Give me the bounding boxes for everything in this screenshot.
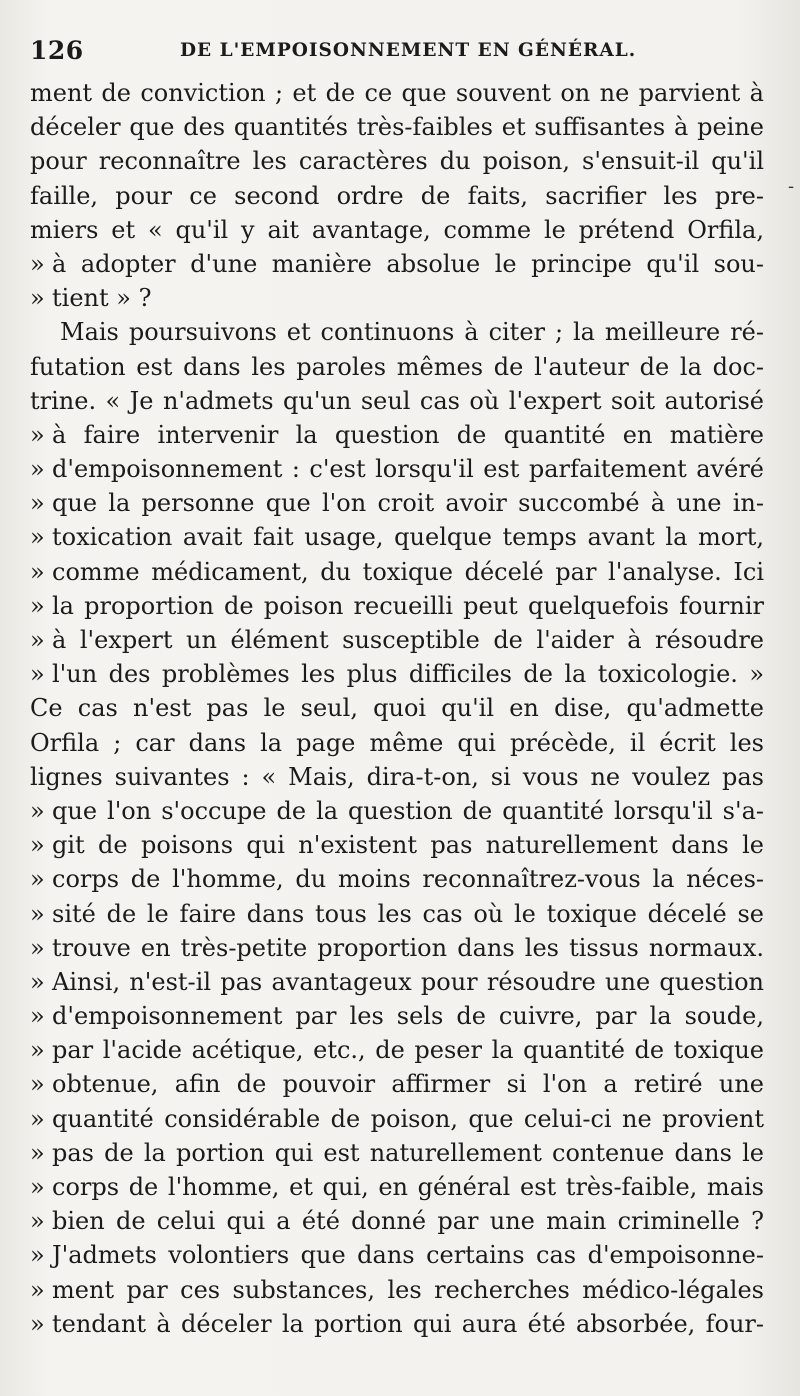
line-text: toxication avait fait usage, quelque temps avant la mort,: [52, 523, 764, 552]
quote-mark: »: [30, 557, 45, 586]
line-text: pour reconnaître les caractères du poison, s'ensuit-il qu'il: [30, 147, 764, 176]
text-line: [30, 350, 764, 384]
text-line: [30, 965, 764, 999]
text-line: [30, 110, 764, 144]
line-text: ment de conviction ; et de ce que souvent on ne parvient à: [30, 79, 764, 107]
line-text: à faire intervenir la question de quantité en matière: [52, 420, 764, 449]
text-line: [30, 657, 764, 691]
line-text: lignes suivantes : « Mais, dira-t-on, si vous ne voulez pas: [30, 762, 764, 791]
quote-mark: »: [30, 1173, 45, 1201]
text-line: [30, 828, 764, 862]
margin-mark: -: [788, 176, 795, 197]
line-text: ment par ces substances, les recherches médico-légales: [52, 1275, 764, 1304]
text-line: [30, 794, 764, 828]
line-text: trouve en très-petite proportion dans les tissus normaux.: [52, 933, 764, 962]
text-line: [30, 1307, 764, 1341]
quote-mark: »: [30, 1207, 45, 1236]
text-line: [30, 384, 764, 418]
line-text: quantité considérable de poison, que celui-ci ne provient: [52, 1104, 764, 1133]
line-text: comme médicament, du toxique décelé par l'analyse. Ici: [52, 557, 764, 586]
text-line: [30, 281, 764, 315]
line-text: git de poisons qui n'existent pas naturellement dans le: [52, 831, 764, 860]
quote-mark: »: [30, 1275, 45, 1304]
line-text: à adopter d'une manière absolue le principe qu'il sou-: [52, 249, 764, 278]
line-text: Mais poursuivons et continuons à citer ; la meilleure ré-: [60, 318, 764, 347]
quote-mark: »: [30, 1138, 45, 1167]
quote-mark: »: [30, 831, 45, 860]
line-text: déceler que des quantités très-faibles et suffisantes à peine: [30, 113, 764, 142]
line-text: corps de l'homme, du moins reconnaîtrez-vous la néces-: [52, 865, 764, 894]
text-line: [30, 486, 764, 520]
line-text: que la personne que l'on croit avoir succombé à une in-: [52, 489, 764, 518]
line-text: pas de la portion qui est naturellement contenue dans le: [52, 1138, 764, 1167]
line-text: l'un des problèmes les plus difficiles de la toxicologie. »: [52, 660, 764, 689]
text-line: [30, 1238, 764, 1272]
line-text: Ce cas n'est pas le seul, quoi qu'il en dise, qu'admette: [30, 694, 764, 723]
text-line: [30, 623, 764, 657]
line-text: J'admets volontiers que dans certains cas d'empoisonne-: [52, 1241, 764, 1270]
text-line: [30, 1067, 764, 1101]
quote-mark: »: [30, 489, 45, 518]
page-header: [30, 36, 770, 76]
quote-mark: »: [30, 967, 45, 996]
line-text: tient » ?: [52, 284, 152, 313]
quote-mark: »: [30, 796, 45, 825]
quote-mark: »: [30, 284, 45, 313]
line-text: faille, pour ce second ordre de faits, sacrifier les pre-: [30, 181, 764, 210]
page-number: 126: [30, 36, 84, 65]
text-line: [30, 452, 764, 486]
body-text: [30, 76, 764, 1341]
text-line: [30, 418, 764, 452]
line-text: futation est dans les paroles mêmes de l'auteur de la doc-: [30, 352, 764, 381]
line-text: la proportion de poison recueilli peut quelquefois fournir: [52, 591, 764, 620]
quote-mark: »: [30, 1309, 45, 1338]
quote-mark: »: [30, 1070, 45, 1099]
text-line: [30, 76, 764, 110]
quote-mark: »: [30, 660, 45, 689]
text-line: [30, 247, 764, 281]
quote-mark: »: [30, 1241, 45, 1270]
quote-mark: »: [30, 626, 45, 654]
quote-mark: »: [30, 1036, 45, 1065]
quote-mark: »: [30, 455, 45, 484]
line-text: miers et « qu'il y ait avantage, comme le prétend Orfila,: [30, 215, 764, 244]
line-text: bien de celui qui a été donné par une main criminelle ?: [52, 1207, 764, 1236]
text-line: [30, 999, 764, 1033]
quote-mark: »: [30, 523, 45, 552]
text-line: [30, 520, 764, 554]
text-line: [30, 589, 764, 623]
text-line: [30, 1033, 764, 1067]
quote-mark: »: [30, 1104, 45, 1133]
text-line: [30, 760, 764, 794]
line-text: d'empoisonnement par les sels de cuivre, par la soude,: [52, 1002, 764, 1031]
line-text: à l'expert un élément susceptible de l'aider à résoudre: [52, 626, 764, 654]
line-text: sité de le faire dans tous les cas où le toxique décelé se: [52, 899, 764, 928]
quote-mark: »: [30, 865, 45, 894]
line-text: trine. « Je n'admets qu'un seul cas où l'expert soit autorisé: [30, 386, 764, 415]
line-text: obtenue, afin de pouvoir affirmer si l'on a retiré une: [52, 1070, 764, 1099]
text-line: [30, 555, 764, 589]
quote-mark: »: [30, 420, 45, 449]
line-text: par l'acide acétique, etc., de peser la quantité de toxique: [52, 1036, 764, 1065]
text-line: [30, 931, 764, 965]
quote-mark: »: [30, 933, 45, 962]
text-line: [30, 1273, 764, 1307]
text-line: [30, 691, 764, 725]
running-head: DE L'EMPOISONNEMENT EN GÉNÉRAL.: [180, 40, 637, 61]
line-text: corps de l'homme, et qui, en général est très-faible, mais: [52, 1173, 764, 1201]
text-line: [30, 897, 764, 931]
line-text: tendant à déceler la portion qui aura été absorbée, four-: [52, 1309, 764, 1338]
text-line: [30, 1102, 764, 1136]
text-line: [30, 315, 764, 349]
quote-mark: »: [30, 249, 45, 278]
text-line: [30, 726, 764, 760]
line-text: d'empoisonnement : c'est lorsqu'il est parfaitement avéré: [52, 455, 764, 484]
text-line: [30, 1170, 764, 1204]
text-line: [30, 144, 764, 178]
line-text: que l'on s'occupe de la question de quantité lorsqu'il s'a-: [52, 796, 764, 825]
text-line: [30, 1136, 764, 1170]
line-text: Ainsi, n'est-il pas avantageux pour résoudre une question: [52, 967, 764, 996]
text-line: [30, 862, 764, 896]
line-text: Orfila ; car dans la page même qui précède, il écrit les: [30, 728, 764, 757]
quote-mark: »: [30, 591, 45, 620]
quote-mark: »: [30, 899, 45, 928]
text-line: [30, 213, 764, 247]
quote-mark: »: [30, 1002, 45, 1031]
text-line: [30, 179, 764, 213]
text-line: [30, 1204, 764, 1238]
